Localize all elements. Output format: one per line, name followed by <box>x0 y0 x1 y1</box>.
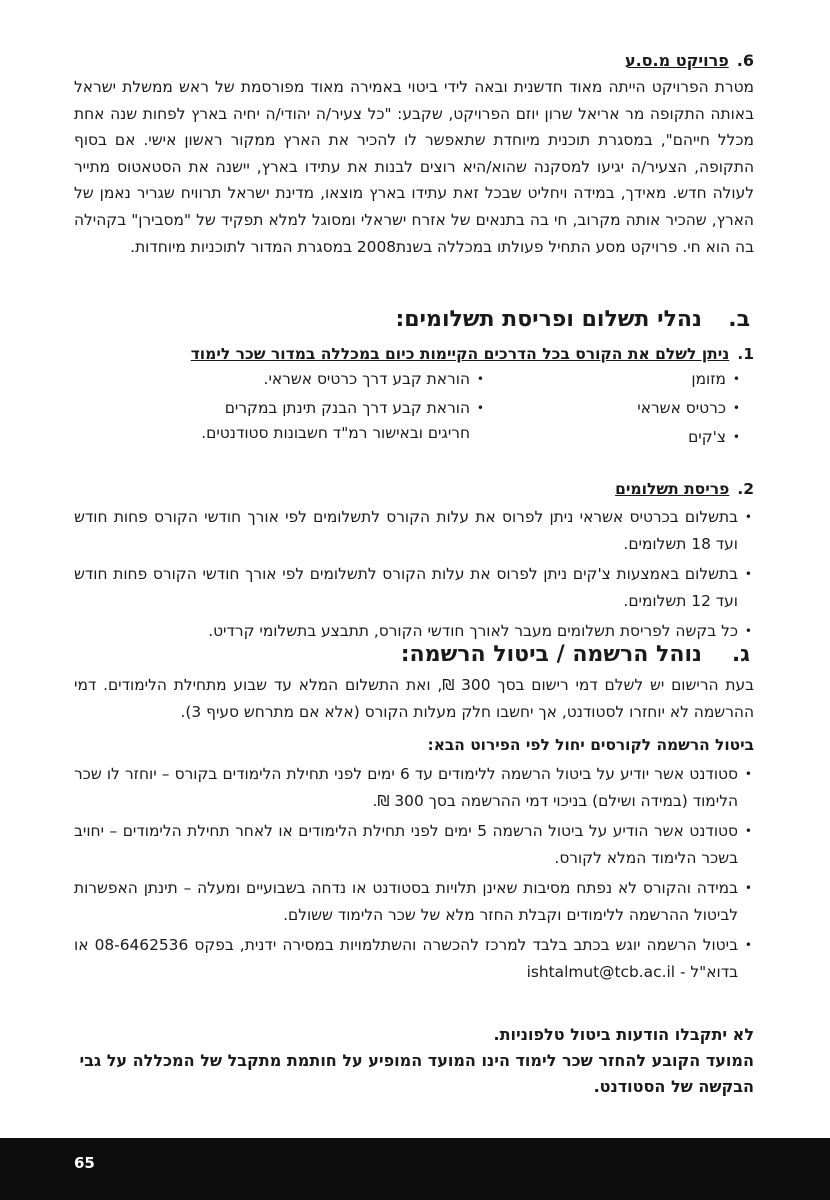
page-number: 65 <box>74 1154 95 1172</box>
list-item: • בתשלום בכרטיס אשראי ניתן לפרוס את עלות הקורס לתשלומים לפי אורך חודשי הקורס פחות חודש ועד 18 תשלומים. <box>74 504 754 557</box>
list-item: • צ'קים <box>494 425 740 450</box>
payment-installments-heading <box>74 478 754 500</box>
payment-installments-number: 2. <box>737 480 754 498</box>
section-g-heading <box>70 640 750 670</box>
payment-methods-right-column <box>494 367 754 454</box>
list-item: • הוראת קבע דרך כרטיס אשראי. <box>194 367 484 392</box>
list-item: • במידה והקורס לא נפתח מסיבות שאינן תלויות בסטודנט או נדחה בשבועיים ומעלה – תינתן האפשרות לביטול ההרשמה ללימודים וקבלת החזר מלא של שכר הלימוד ששולם. <box>74 875 754 928</box>
registration-section <box>74 672 754 989</box>
list-item: • בתשלום באמצעות צ'קים ניתן לפרוס את עלות הקורס לתשלומים לפי אורך חודשי הקורס פחות חודש ועד 12 תשלומים. <box>74 561 754 614</box>
list-item: • כל בקשה לפריסת תשלומים מעבר לאורך חודשי הקורס, תתבצע בתשלומי קרדיט. <box>74 618 754 645</box>
cancellation-heading: ביטול הרשמה לקורסים יחול לפי הפירוט הבא: <box>427 736 754 755</box>
section-g-title: נוהל הרשמה / ביטול הרשמה: <box>400 642 702 667</box>
list-item: • מזומן <box>494 367 740 392</box>
payment-installments-title: פריסת תשלומים <box>615 480 730 498</box>
section-b-letter: ב. <box>728 307 750 332</box>
section-6-heading <box>74 50 754 72</box>
closing-notes <box>74 1022 754 1100</box>
cancellation-contact-text: ביטול הרשמה יוגש בכתב בלבד למרכז להכשרה והשתלמויות במסירה ידנית, בפקס <box>194 936 738 955</box>
payment-methods-columns <box>74 367 754 454</box>
email-separator: או בדוא"ל - <box>74 936 738 981</box>
closing-line-1: לא יתקבלו הודעות ביטול טלפוניות. <box>493 1025 754 1044</box>
payment-methods-left-column <box>194 367 494 454</box>
payment-methods-title: ניתן לשלם את הקורס בכל הדרכים הקיימות כיום במכללה במדור שכר לימוד <box>190 345 730 363</box>
payment-methods <box>74 343 754 454</box>
payment-methods-heading <box>74 343 754 365</box>
email-address[interactable]: ishtalmut@tcb.ac.il <box>526 962 676 981</box>
section-b-heading <box>70 305 750 335</box>
section-g-letter: ג. <box>731 642 750 667</box>
fax-number: 08-6462536 <box>94 936 189 955</box>
registration-intro: בעת הרישום יש לשלם דמי רישום בסך 300 ₪, ואת התשלום המלא עד שבוע מתחילת הלימודים. דמי ההרשמה לא יוחזרו לסטודנט, אך יחשבו חלק מעלות הקורס (אלא אם מתרחש סעיף 3). <box>74 676 754 721</box>
list-item-contact <box>74 932 754 985</box>
footer-bar <box>0 1138 830 1200</box>
list-item: • כרטיס אשראי <box>494 396 740 421</box>
cancellation-list <box>74 761 754 985</box>
list-item: • סטודנט אשר יודיע על ביטול הרשמה ללימודים עד 6 ימים לפני תחילת הלימודים בקורס – יוחזר לו שכר הלימוד (במידה ושילם) בניכוי דמי ההרשמה בסך 300 ₪. <box>74 761 754 814</box>
list-item: • הוראת קבע דרך הבנק תינתן במקרים חריגים ובאישור רמ"ד חשבונות סטודנטים. <box>194 396 484 446</box>
section-6-text: מטרת הפרויקט הייתה מאוד חדשנית ובאה לידי ביטוי באמירה מאוד מפורסמת של ראש ממשלת ישראל באותה התקופה מר אריאל שרון יוזם הפרויקט, שקבע: "כל צעיר/ה יהודי/ה יחיה בארץ לפחות שנה אחת מכלל חייהם", במסגרת תוכנית מיוחדת שתאפשר לו להכיר את הארץ ממקור ראשון אישי. אם בסוף התקופה, הצעיר/ה יגיעו למסקנה שהוא/היא רוצים לבנות את עתידו בארץ, יישנה את הסטאטוס מתייר לעולה חדש. מאידך, במידה ויחליט שבכל זאת עתידו בארץ מוצאו, מדינת ישראל תרוויח שגריר נאמן של הארץ, שהכיר אותה מקרוב, חי בה בתנאים של אזרח ישראלי ומסוגל למלא תפקיד של "מסבירן" בקהילה בה הוא חי. פרויקט מסע התחיל פעולתו במכללה בשנת2008 במסגרת המדור לתוכניות מיוחדות. <box>74 78 754 256</box>
installments-list <box>74 504 754 645</box>
section-6 <box>74 50 754 260</box>
payment-installments <box>74 478 754 649</box>
payment-methods-number: 1. <box>737 345 754 363</box>
section-6-title: פרויקט מ.ס.ע <box>624 51 729 70</box>
list-item: • סטודנט אשר הודיע על ביטול הרשמה 5 ימים לפני תחילת הלימודים או לאחר תחילת הלימודים – יחויב בשכר הלימוד המלא לקורס. <box>74 818 754 871</box>
section-b-title: נהלי תשלום ופריסת תשלומים: <box>395 307 702 332</box>
section-6-number: 6. <box>736 51 754 70</box>
closing-line-2: המועד הקובע להחזר שכר לימוד הינו המועד המופיע על חותמת מתקבל של המכללה על גבי הבקשה של הסטודנט. <box>79 1051 754 1096</box>
